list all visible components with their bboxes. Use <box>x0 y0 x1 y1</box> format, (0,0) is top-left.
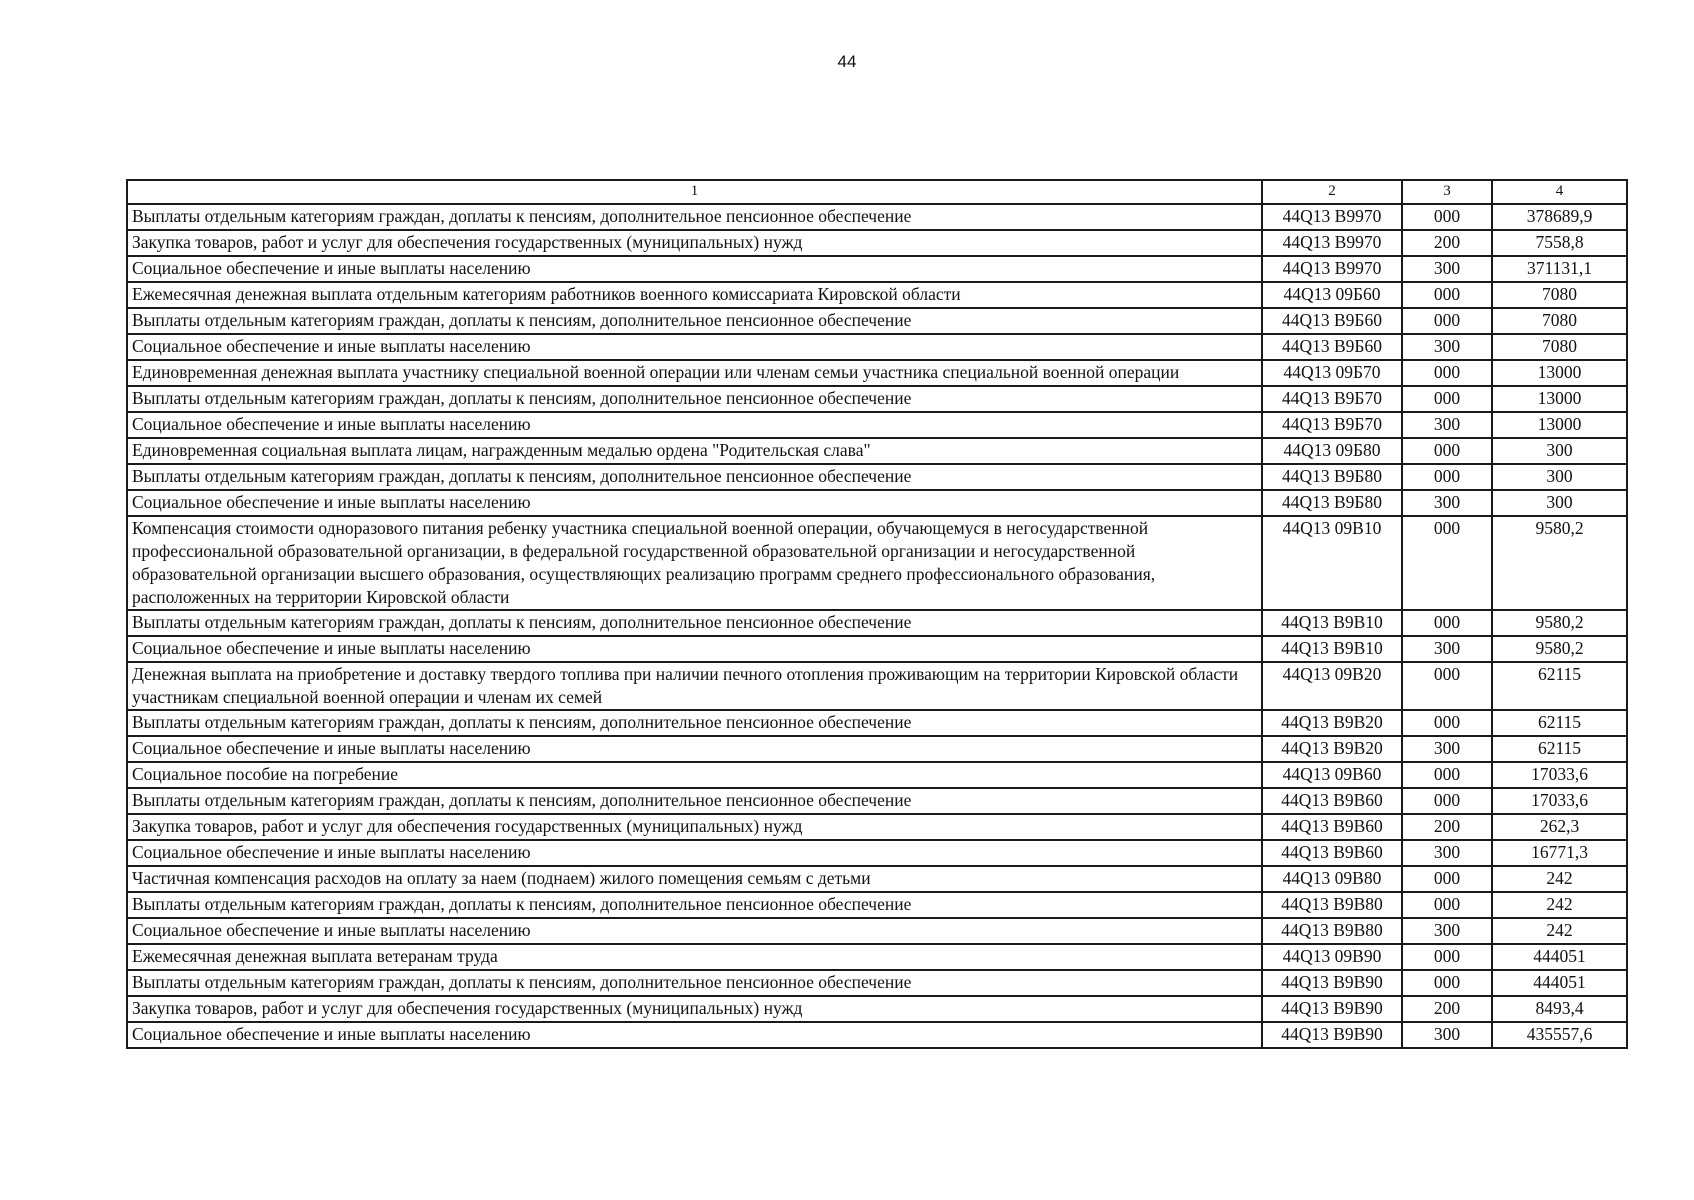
row-expense-type: 000 <box>1402 662 1492 710</box>
table-row <box>127 944 1627 970</box>
table-row <box>127 204 1627 230</box>
table-row <box>127 710 1627 736</box>
row-amount: 300 <box>1492 438 1627 464</box>
table-row <box>127 438 1627 464</box>
row-description: Выплаты отдельным категориям граждан, доплаты к пенсиям, дополнительное пенсионное обеспечение <box>127 710 1262 736</box>
row-target-code: 44Q13 B9Б80 <box>1262 464 1402 490</box>
row-expense-type: 000 <box>1402 464 1492 490</box>
row-description: Социальное обеспечение и иные выплаты населению <box>127 412 1262 438</box>
table-row <box>127 230 1627 256</box>
header-col-4: 4 <box>1492 180 1627 204</box>
row-expense-type: 300 <box>1402 334 1492 360</box>
row-expense-type: 300 <box>1402 840 1492 866</box>
header-col-3: 3 <box>1402 180 1492 204</box>
row-description: Выплаты отдельным категориям граждан, доплаты к пенсиям, дополнительное пенсионное обеспечение <box>127 464 1262 490</box>
row-expense-type: 300 <box>1402 490 1492 516</box>
row-expense-type: 000 <box>1402 944 1492 970</box>
row-target-code: 44Q13 B9B60 <box>1262 814 1402 840</box>
table-row <box>127 996 1627 1022</box>
row-description: Социальное обеспечение и иные выплаты населению <box>127 1022 1262 1048</box>
row-description: Компенсация стоимости одноразового питания ребенку участника специальной военной операции, обучающемуся в негосударственной профессиональной образовательной организации, в федеральной государственной образовательной организации и негосударственной образовательной организации высшего образования, осуществляющих реализацию программ среднего профессионального образования, расположенных на территории Кировской области <box>127 516 1262 610</box>
row-target-code: 44Q13 B9B10 <box>1262 610 1402 636</box>
row-target-code: 44Q13 B9970 <box>1262 256 1402 282</box>
row-description: Социальное обеспечение и иные выплаты населению <box>127 918 1262 944</box>
row-amount: 7558,8 <box>1492 230 1627 256</box>
header-col-1: 1 <box>127 180 1262 204</box>
table-row <box>127 636 1627 662</box>
row-description: Выплаты отдельным категориям граждан, доплаты к пенсиям, дополнительное пенсионное обеспечение <box>127 970 1262 996</box>
table-body <box>127 204 1627 1048</box>
row-target-code: 44Q13 B9B90 <box>1262 1022 1402 1048</box>
row-target-code: 44Q13 B9B90 <box>1262 970 1402 996</box>
row-amount: 16771,3 <box>1492 840 1627 866</box>
row-amount: 13000 <box>1492 360 1627 386</box>
table-row <box>127 282 1627 308</box>
row-expense-type: 300 <box>1402 1022 1492 1048</box>
row-target-code: 44Q13 09B10 <box>1262 516 1402 610</box>
table-row <box>127 490 1627 516</box>
header-col-2: 2 <box>1262 180 1402 204</box>
row-amount: 242 <box>1492 918 1627 944</box>
row-target-code: 44Q13 09B80 <box>1262 866 1402 892</box>
row-description: Закупка товаров, работ и услуг для обеспечения государственных (муниципальных) нужд <box>127 996 1262 1022</box>
row-expense-type: 200 <box>1402 814 1492 840</box>
row-target-code: 44Q13 B9Б60 <box>1262 308 1402 334</box>
row-amount: 242 <box>1492 892 1627 918</box>
row-amount: 13000 <box>1492 412 1627 438</box>
row-amount: 444051 <box>1492 970 1627 996</box>
row-target-code: 44Q13 B9Б70 <box>1262 412 1402 438</box>
row-description: Социальное пособие на погребение <box>127 762 1262 788</box>
row-amount: 62115 <box>1492 710 1627 736</box>
table-row <box>127 360 1627 386</box>
row-description: Единовременная денежная выплата участнику специальной военной операции или членам семьи участника специальной военной операции <box>127 360 1262 386</box>
row-target-code: 44Q13 09Б80 <box>1262 438 1402 464</box>
row-target-code: 44Q13 B9B80 <box>1262 918 1402 944</box>
row-expense-type: 000 <box>1402 438 1492 464</box>
row-expense-type: 000 <box>1402 710 1492 736</box>
row-target-code: 44Q13 09Б60 <box>1262 282 1402 308</box>
row-amount: 262,3 <box>1492 814 1627 840</box>
table-row <box>127 788 1627 814</box>
row-description: Выплаты отдельным категориям граждан, доплаты к пенсиям, дополнительное пенсионное обеспечение <box>127 610 1262 636</box>
table-row <box>127 736 1627 762</box>
row-amount: 8493,4 <box>1492 996 1627 1022</box>
row-target-code: 44Q13 B9970 <box>1262 204 1402 230</box>
row-target-code: 44Q13 B9970 <box>1262 230 1402 256</box>
row-target-code: 44Q13 09B60 <box>1262 762 1402 788</box>
row-expense-type: 300 <box>1402 918 1492 944</box>
row-expense-type: 000 <box>1402 892 1492 918</box>
row-expense-type: 000 <box>1402 610 1492 636</box>
table-row <box>127 814 1627 840</box>
row-amount: 435557,6 <box>1492 1022 1627 1048</box>
table-row <box>127 610 1627 636</box>
row-amount: 444051 <box>1492 944 1627 970</box>
row-expense-type: 000 <box>1402 788 1492 814</box>
row-target-code: 44Q13 09B90 <box>1262 944 1402 970</box>
row-description: Выплаты отдельным категориям граждан, доплаты к пенсиям, дополнительное пенсионное обеспечение <box>127 308 1262 334</box>
row-description: Социальное обеспечение и иные выплаты населению <box>127 636 1262 662</box>
row-target-code: 44Q13 B9Б60 <box>1262 334 1402 360</box>
row-expense-type: 200 <box>1402 996 1492 1022</box>
row-amount: 17033,6 <box>1492 762 1627 788</box>
row-description: Выплаты отдельным категориям граждан, доплаты к пенсиям, дополнительное пенсионное обеспечение <box>127 386 1262 412</box>
row-description: Социальное обеспечение и иные выплаты населению <box>127 334 1262 360</box>
row-description: Социальное обеспечение и иные выплаты населению <box>127 256 1262 282</box>
row-expense-type: 000 <box>1402 282 1492 308</box>
table-row <box>127 412 1627 438</box>
row-description: Единовременная социальная выплата лицам, награжденным медалью ордена "Родительская слава" <box>127 438 1262 464</box>
table-row <box>127 762 1627 788</box>
row-target-code: 44Q13 B9B10 <box>1262 636 1402 662</box>
row-amount: 371131,1 <box>1492 256 1627 282</box>
table-row <box>127 464 1627 490</box>
row-description: Социальное обеспечение и иные выплаты населению <box>127 490 1262 516</box>
row-description: Социальное обеспечение и иные выплаты населению <box>127 840 1262 866</box>
row-target-code: 44Q13 B9B20 <box>1262 736 1402 762</box>
row-description: Частичная компенсация расходов на оплату за наем (поднаем) жилого помещения семьям с детьми <box>127 866 1262 892</box>
table-row <box>127 1022 1627 1048</box>
table-header-row <box>127 180 1627 204</box>
budget-table <box>126 179 1628 1049</box>
table-row <box>127 970 1627 996</box>
row-expense-type: 300 <box>1402 256 1492 282</box>
row-target-code: 44Q13 B9Б80 <box>1262 490 1402 516</box>
table-row <box>127 918 1627 944</box>
row-expense-type: 000 <box>1402 762 1492 788</box>
row-amount: 9580,2 <box>1492 610 1627 636</box>
row-amount: 17033,6 <box>1492 788 1627 814</box>
row-amount: 62115 <box>1492 662 1627 710</box>
row-description: Ежемесячная денежная выплата отдельным категориям работников военного комиссариата Кировской области <box>127 282 1262 308</box>
row-amount: 13000 <box>1492 386 1627 412</box>
table-row <box>127 866 1627 892</box>
row-description: Закупка товаров, работ и услуг для обеспечения государственных (муниципальных) нужд <box>127 814 1262 840</box>
row-expense-type: 000 <box>1402 866 1492 892</box>
row-target-code: 44Q13 B9B90 <box>1262 996 1402 1022</box>
table-row <box>127 516 1627 610</box>
row-description: Социальное обеспечение и иные выплаты населению <box>127 736 1262 762</box>
row-description: Закупка товаров, работ и услуг для обеспечения государственных (муниципальных) нужд <box>127 230 1262 256</box>
row-expense-type: 000 <box>1402 360 1492 386</box>
table-row <box>127 892 1627 918</box>
row-amount: 242 <box>1492 866 1627 892</box>
row-target-code: 44Q13 B9B20 <box>1262 710 1402 736</box>
row-expense-type: 000 <box>1402 204 1492 230</box>
table-row <box>127 662 1627 710</box>
row-target-code: 44Q13 B9Б70 <box>1262 386 1402 412</box>
row-expense-type: 000 <box>1402 308 1492 334</box>
row-target-code: 44Q13 B9B60 <box>1262 840 1402 866</box>
row-amount: 378689,9 <box>1492 204 1627 230</box>
row-amount: 300 <box>1492 490 1627 516</box>
table-row <box>127 840 1627 866</box>
table-row <box>127 334 1627 360</box>
row-amount: 7080 <box>1492 308 1627 334</box>
table-row <box>127 308 1627 334</box>
row-target-code: 44Q13 B9B80 <box>1262 892 1402 918</box>
row-target-code: 44Q13 09B20 <box>1262 662 1402 710</box>
row-amount: 7080 <box>1492 334 1627 360</box>
row-expense-type: 000 <box>1402 970 1492 996</box>
row-description: Выплаты отдельным категориям граждан, доплаты к пенсиям, дополнительное пенсионное обеспечение <box>127 204 1262 230</box>
table-row <box>127 386 1627 412</box>
row-expense-type: 200 <box>1402 230 1492 256</box>
row-expense-type: 300 <box>1402 412 1492 438</box>
row-amount: 62115 <box>1492 736 1627 762</box>
row-amount: 9580,2 <box>1492 636 1627 662</box>
row-description: Выплаты отдельным категориям граждан, доплаты к пенсиям, дополнительное пенсионное обеспечение <box>127 892 1262 918</box>
row-description: Ежемесячная денежная выплата ветеранам труда <box>127 944 1262 970</box>
row-target-code: 44Q13 B9B60 <box>1262 788 1402 814</box>
row-target-code: 44Q13 09Б70 <box>1262 360 1402 386</box>
row-description: Выплаты отдельным категориям граждан, доплаты к пенсиям, дополнительное пенсионное обеспечение <box>127 788 1262 814</box>
page-number: 44 <box>837 52 857 71</box>
row-amount: 9580,2 <box>1492 516 1627 610</box>
row-expense-type: 300 <box>1402 636 1492 662</box>
row-expense-type: 000 <box>1402 386 1492 412</box>
row-expense-type: 300 <box>1402 736 1492 762</box>
row-amount: 300 <box>1492 464 1627 490</box>
row-description: Денежная выплата на приобретение и доставку твердого топлива при наличии печного отопления проживающим на территории Кировской области участникам специальной военной операции и членам их семей <box>127 662 1262 710</box>
row-amount: 7080 <box>1492 282 1627 308</box>
row-expense-type: 000 <box>1402 516 1492 610</box>
table-row <box>127 256 1627 282</box>
